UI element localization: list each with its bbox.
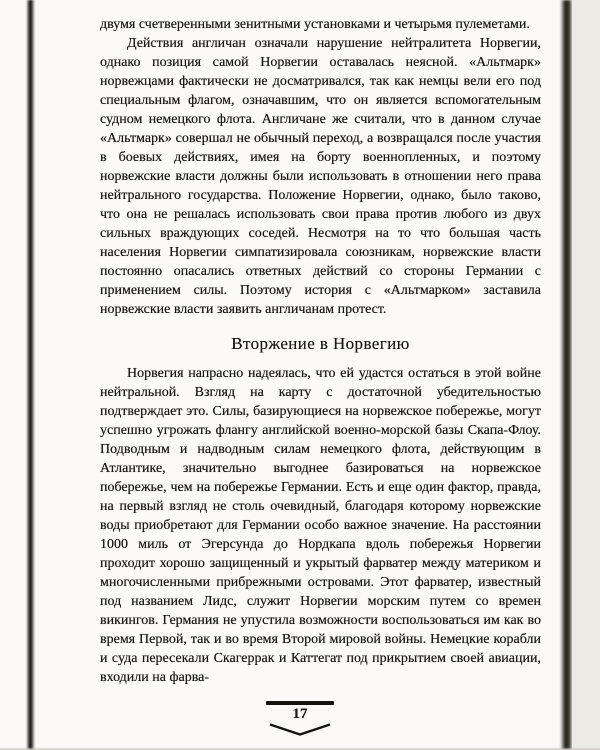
page-footer [0,701,600,736]
paragraph-altmark: Действия англичан означали нарушение нейтралитета Норвегии, однако позиция самой Норвегии оставалась неясной. «Альтмарк» норвежцами фактически не досматривался, так как немцы вели его под специальным флагом, означавшим, что он является вспомогательным судном немецкого флота. Англичане же считали, что в данном случае «Альтмарк» совершал не обычный переход, а возвращался после участия в боевых действиях, имея на борту военнопленных, и поэтому норвежские власти должны были использовать в отношении него права нейтрального государства. Положение Норвегии, однако, было таково, что она не решалась использовать свои права против любого из двух сильных враждующих соседей. Несмотря на то что большая часть населения Норвегии симпатизировала союзникам, норвежские власти постоянно опасались ответных действий со стороны Германии с применением силы. Поэтому история с «Альтмарком» заставила норвежские власти заявить англичанам протест. [100,36,541,317]
paragraph-invasion: Норвегия напрасно надеялась, что ей удастся остаться в этой войне нейтральной. Взгляд на карту с достаточной убедительностью подтверждает это. Силы, базирующиеся на норвежское побережье, могут успешно угрожать флангу английской военно-морской базы Скапа-Флоу. Подводным и надводным силам немецкого флота, действующим в Атлантике, значительно выгоднее базироваться на норвежское побережье, чем на побережье Германии. Есть и еще один фактор, правда, на первый взгляд не столь очевидный, благодаря которому норвежские воды приобретают для Германии особо важное значение. На расстоянии 1000 миль от Эгерсунда до Нордкапа вдоль побережья Норвегии проходит хорошо защищенный и укрытый фарватер между материком и многочисленными прибрежными островами. Этот фарватер, известный под названием Лидс, служит Норвегии морским путем со времен викингов. Германия не упустила возможности воспользоваться им как во время Первой, так и во время Второй мировой войны. Немецкие корабли и суда пересекали Скагеррак и Каттегат под прикрытием своей авиации, входили на фарва- [100,366,541,685]
scan-edge-left [26,0,35,750]
paragraph-continuation: двумя счетверенными зенитными установками и четырьмя пулеметами. [100,17,530,32]
page-number: 17 [292,706,308,722]
section-heading: Вторжение в Норвегию [231,334,410,353]
ornament-bar [266,701,334,705]
ornament-chevron-icon [267,723,333,736]
text-block [100,15,541,687]
scan-margin-right [572,0,600,750]
